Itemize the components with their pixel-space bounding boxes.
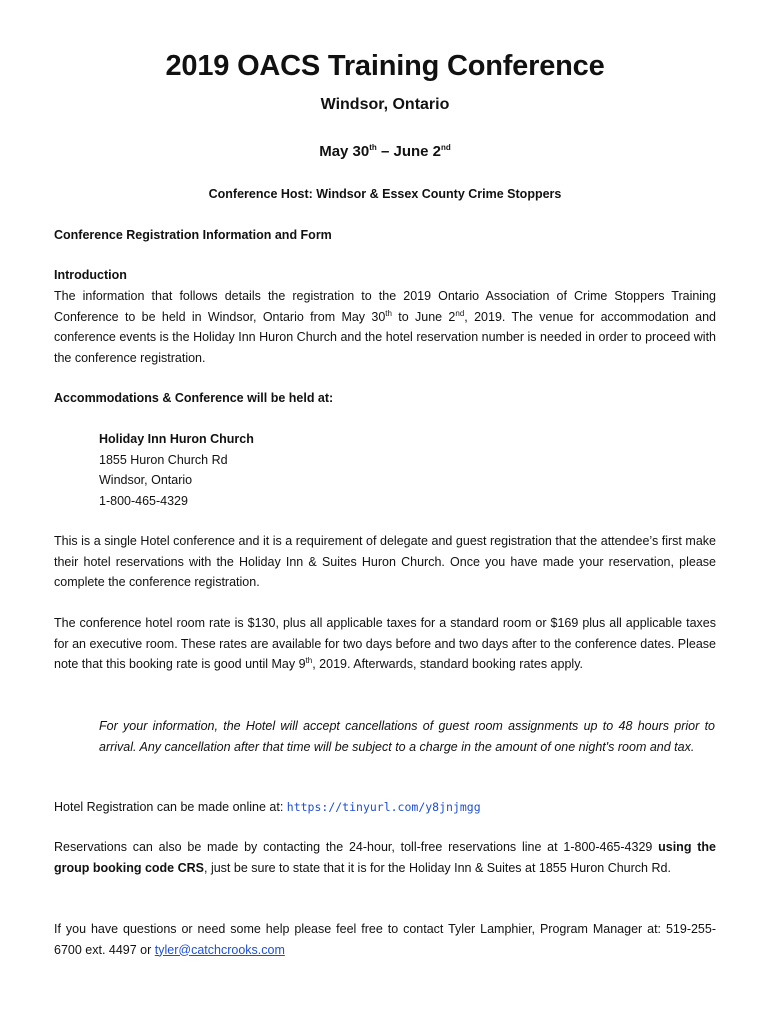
rate-text-1: The conference hotel room rate is $130, plus all applicable taxes for a standard room or $169 plus all applicable taxes for an executive room. These rates are available for two days before and two days after to the conference dates. Please note that this booking rate is good until May 9 (54, 616, 716, 671)
venue-phone: 1-800-465-4329 (99, 494, 188, 508)
venue-city: Windsor, Ontario (99, 473, 193, 487)
conference-dates (0, 143, 770, 160)
hotel-registration-link[interactable]: https://tinyurl.com/y8jnjmgg (286, 800, 481, 814)
room-rate-paragraph (54, 613, 716, 675)
dates-end-suffix: nd (441, 143, 451, 152)
contact-paragraph (54, 919, 716, 960)
contact-text: If you have questions or need some help please feel free to contact Tyler Lamphier, Program Manager at: 519-255-6700 ext. 4497 or (54, 922, 716, 957)
intro-sup-2: nd (455, 308, 465, 318)
single-hotel-paragraph: This is a single Hotel conference and it is a requirement of delegate and guest registration that the attendee’s first make their hotel reservations with the Holiday Inn & Suites Huron Church. Once you have made your reservation, please complete the conference registration. (54, 534, 716, 589)
intro-text-3: , 2019. The venue for accommodation and conference events is the Holiday Inn Huron Church and the hotel reservation number is needed in order to proceed with the conference registration. (54, 309, 716, 365)
conference-host: Conference Host: Windsor & Essex County Crime Stoppers (208, 187, 562, 201)
rate-sup: th (305, 655, 313, 665)
page-title: 2019 OACS Training Conference (165, 50, 605, 82)
group-booking-code: using the group booking code CRS (54, 840, 716, 875)
conference-city: Windsor, Ontario (320, 96, 450, 113)
online-registration-line (54, 797, 716, 818)
dates-start: May 30 (319, 143, 370, 160)
registration-heading: Conference Registration Information and Form (54, 228, 332, 242)
intro-paragraph (54, 286, 716, 368)
intro-text-1: The information that follows details the registration to the 2019 Ontario Association of Crime Stoppers Training Conference to be held in Windsor, Ontario from May 30 (54, 289, 716, 324)
venue-heading: Accommodations & Conference will be held at: (54, 391, 334, 405)
intro-sup-1: th (385, 308, 392, 318)
dates-end: – June 2 (376, 143, 442, 160)
intro-heading: Introduction (54, 268, 127, 282)
intro-text-2: to June 2 (391, 309, 456, 324)
online-label: Hotel Registration can be made online at: (54, 800, 287, 814)
reserve-text-1: Reservations can also be made by contacting the 24-hour, toll-free reservations line at 1-800-465-4329 (54, 840, 659, 854)
contact-email-link[interactable]: tyler@catchcrooks.com (154, 942, 285, 957)
venue-street: 1855 Huron Church Rd (99, 453, 228, 467)
venue-name: Holiday Inn Huron Church (99, 432, 254, 446)
reserve-text-2: , just be sure to state that it is for the Holiday Inn & Suites at 1855 Huron Church Rd. (204, 860, 671, 875)
cancellation-policy: For your information, the Hotel will accept cancellations of guest room assignments up to 48 hours prior to arrival. Any cancellation after that time will be subject to a charge in the amount of one night's room and tax. (99, 719, 715, 754)
rate-text-2: , 2019. Afterwards, standard booking rates apply. (312, 657, 583, 671)
reservations-paragraph (54, 837, 716, 878)
dates-start-suffix: th (369, 143, 377, 152)
